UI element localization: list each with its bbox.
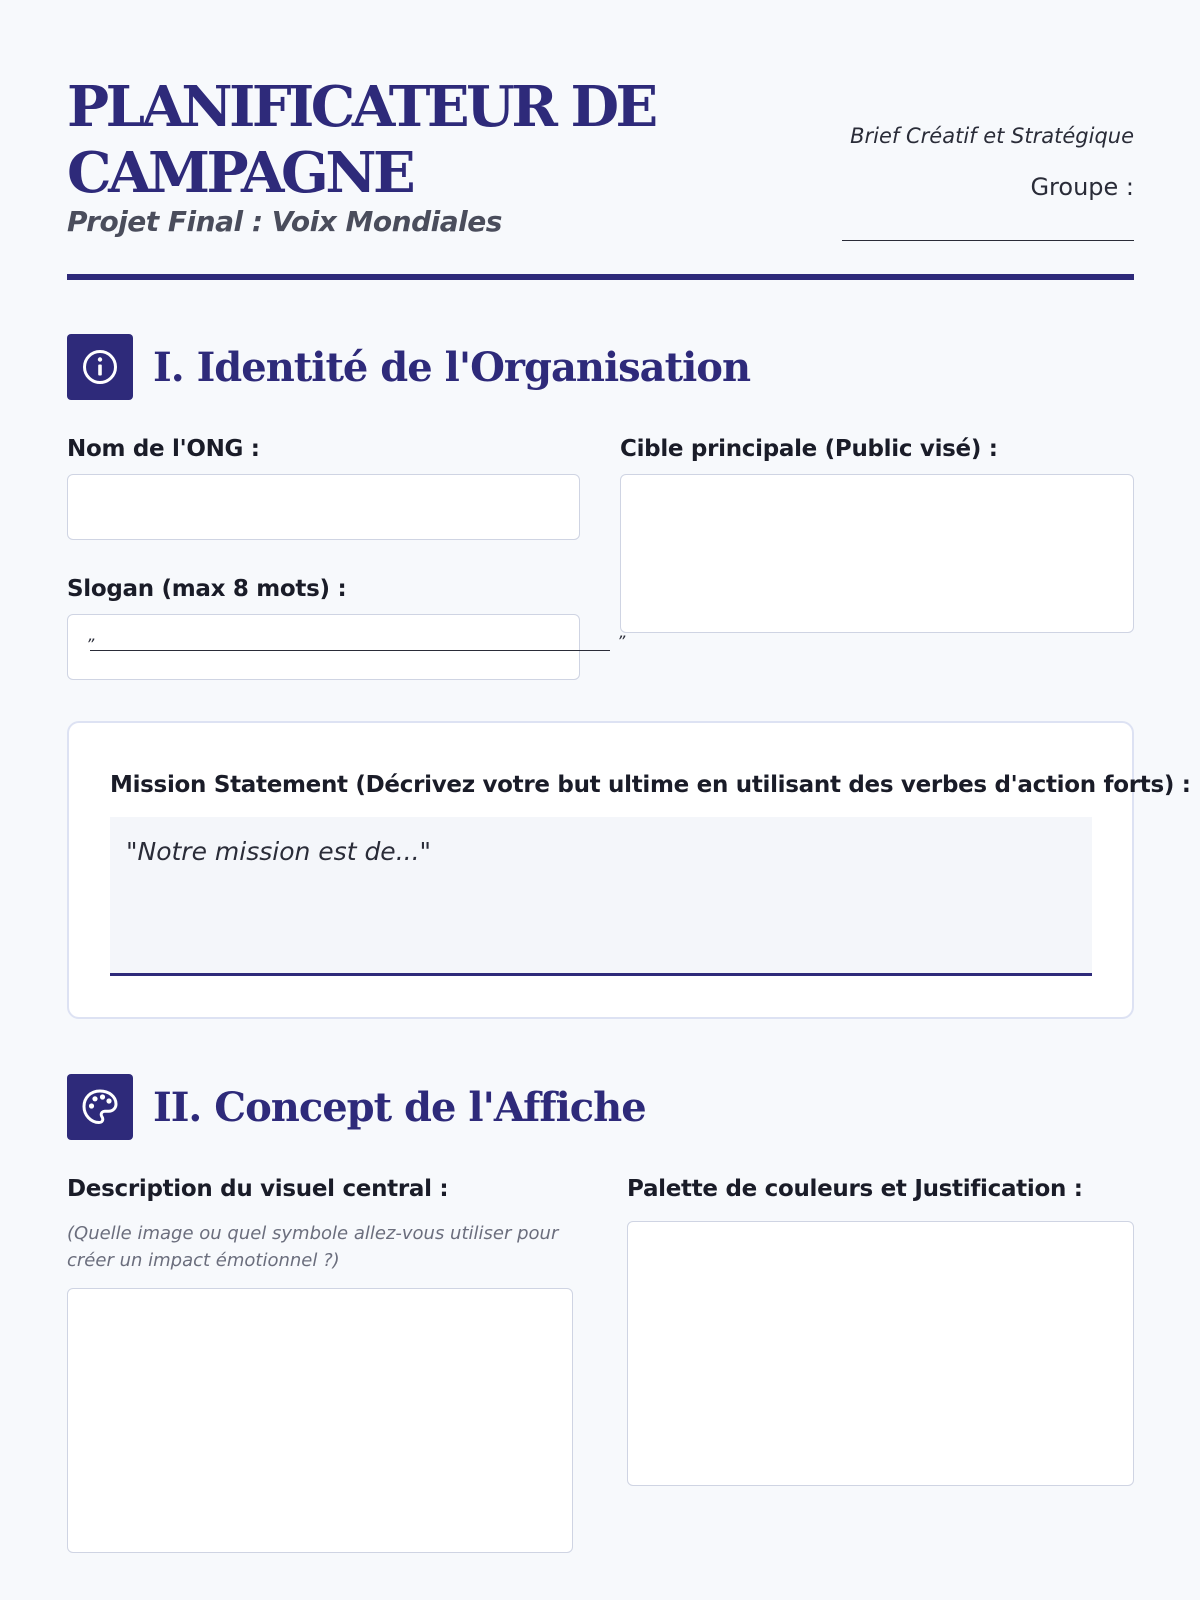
- visual-description-label: Description du visuel central :: [67, 1176, 449, 1202]
- slogan-field[interactable]: [67, 614, 580, 680]
- target-audience-field[interactable]: [620, 474, 1134, 633]
- page-header: [67, 74, 1134, 284]
- ong-name-label: Nom de l'ONG :: [67, 436, 260, 462]
- title-line-1: PLANIFICATEUR DE: [67, 74, 655, 140]
- section-identite-heading: [67, 334, 750, 400]
- visual-description-hint: [67, 1220, 558, 1274]
- mission-placeholder-text: "Notre mission est de...": [126, 837, 432, 866]
- brief-caption: Brief Créatif et Stratégique: [850, 124, 1134, 148]
- header-divider: [67, 274, 1134, 280]
- ong-name-field[interactable]: [67, 474, 580, 540]
- groupe-input-line[interactable]: [842, 240, 1134, 241]
- slogan-write-line: [90, 650, 610, 651]
- slogan-label: Slogan (max 8 mots) :: [67, 576, 347, 602]
- mission-statement-card: [67, 721, 1191, 1019]
- title-line-2: CAMPAGNE: [67, 140, 413, 206]
- groupe-label: Groupe :: [1030, 173, 1134, 201]
- slogan-open-quote: ”: [86, 635, 95, 654]
- visual-hint-line-2: créer un impact émotionnel ?): [67, 1250, 340, 1271]
- info-icon: [67, 334, 133, 400]
- section-affiche-heading: [67, 1074, 646, 1140]
- visual-description-field[interactable]: [67, 1288, 573, 1553]
- slogan-close-quote: ”: [617, 632, 626, 651]
- section-identite-title: I. Identité de l'Organisation: [153, 343, 751, 391]
- palette-label: Palette de couleurs et Justification :: [627, 1176, 1083, 1202]
- palette-justification-field[interactable]: [627, 1221, 1134, 1486]
- visual-hint-line-1: (Quelle image ou quel symbole allez-vous utiliser pour: [67, 1223, 559, 1244]
- page-title: [67, 74, 687, 206]
- mission-statement-field[interactable]: [110, 817, 1092, 976]
- target-audience-label: Cible principale (Public visé) :: [620, 436, 998, 462]
- section-affiche-title: II. Concept de l'Affiche: [153, 1083, 646, 1131]
- mission-statement-label: Mission Statement (Décrivez votre but ultime en utilisant des verbes d'action forts) :: [110, 772, 1191, 798]
- palette-icon: [67, 1074, 133, 1140]
- page-subtitle: Projet Final : Voix Mondiales: [67, 205, 502, 238]
